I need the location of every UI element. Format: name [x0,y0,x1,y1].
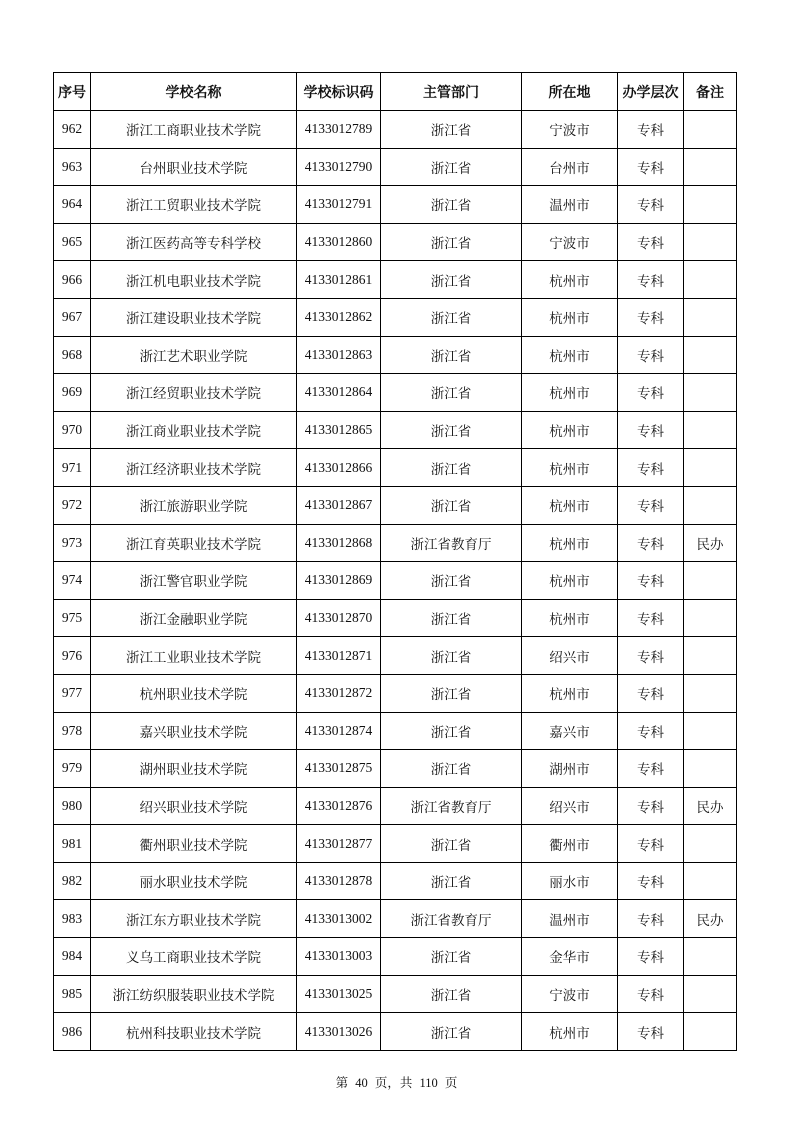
table-row [54,900,737,938]
remarks-cell [684,298,737,336]
level-cell: 专科 [618,261,684,299]
remarks-cell [684,599,737,637]
location-cell: 杭州市 [522,449,618,487]
department-cell: 浙江省 [381,486,522,524]
department-cell: 浙江省 [381,599,522,637]
location-cell: 温州市 [522,900,618,938]
level-cell: 专科 [618,637,684,675]
header-department: 主管部门 [381,73,522,111]
level-cell: 专科 [618,298,684,336]
location-cell: 绍兴市 [522,787,618,825]
table-row [54,1013,737,1051]
school-name-cell: 浙江警官职业学院 [91,562,297,600]
school-name-cell: 丽水职业技术学院 [91,862,297,900]
school-code-cell: 4133012864 [297,374,381,412]
level-cell: 专科 [618,975,684,1013]
level-cell: 专科 [618,787,684,825]
location-cell: 宁波市 [522,111,618,149]
footer-mid: 页，共 [374,1076,413,1090]
remarks-cell [684,449,737,487]
level-cell: 专科 [618,336,684,374]
index-cell: 970 [54,411,91,449]
header-remarks: 备注 [684,73,737,111]
table-row [54,750,737,788]
index-cell: 980 [54,787,91,825]
remarks-cell: 民办 [684,900,737,938]
schools-table [53,72,737,1051]
school-code-cell: 4133013003 [297,938,381,976]
remarks-cell [684,186,737,224]
level-cell: 专科 [618,223,684,261]
department-cell: 浙江省教育厅 [381,524,522,562]
department-cell: 浙江省 [381,712,522,750]
department-cell: 浙江省 [381,186,522,224]
school-code-cell: 4133013002 [297,900,381,938]
school-name-cell: 衢州职业技术学院 [91,825,297,863]
school-code-cell: 4133012860 [297,223,381,261]
location-cell: 嘉兴市 [522,712,618,750]
index-cell: 984 [54,938,91,976]
department-cell: 浙江省 [381,750,522,788]
remarks-cell [684,411,737,449]
level-cell: 专科 [618,486,684,524]
remarks-cell [684,862,737,900]
location-cell: 湖州市 [522,750,618,788]
school-name-cell: 浙江工业职业技术学院 [91,637,297,675]
table-row [54,862,737,900]
location-cell: 杭州市 [522,599,618,637]
school-name-cell: 浙江艺术职业学院 [91,336,297,374]
department-cell: 浙江省 [381,411,522,449]
school-name-cell: 浙江金融职业学院 [91,599,297,637]
location-cell: 宁波市 [522,975,618,1013]
level-cell: 专科 [618,524,684,562]
level-cell: 专科 [618,449,684,487]
school-name-cell: 浙江建设职业技术学院 [91,298,297,336]
level-cell: 专科 [618,111,684,149]
table-row [54,374,737,412]
school-code-cell: 4133012865 [297,411,381,449]
location-cell: 杭州市 [522,261,618,299]
index-cell: 981 [54,825,91,863]
table-row [54,261,737,299]
school-name-cell: 浙江经贸职业技术学院 [91,374,297,412]
location-cell: 丽水市 [522,862,618,900]
footer-prefix: 第 [335,1076,349,1090]
table-row [54,712,737,750]
location-cell: 杭州市 [522,298,618,336]
index-cell: 972 [54,486,91,524]
school-name-cell: 浙江纺织服装职业技术学院 [91,975,297,1013]
table-row [54,787,737,825]
school-code-cell: 4133012790 [297,148,381,186]
school-code-cell: 4133012866 [297,449,381,487]
location-cell: 宁波市 [522,223,618,261]
department-cell: 浙江省教育厅 [381,900,522,938]
school-name-cell: 义乌工商职业技术学院 [91,938,297,976]
index-cell: 977 [54,674,91,712]
remarks-cell [684,825,737,863]
department-cell: 浙江省 [381,975,522,1013]
footer-page-number: 40 [355,1076,368,1090]
department-cell: 浙江省 [381,298,522,336]
department-cell: 浙江省 [381,374,522,412]
school-name-cell: 浙江旅游职业学院 [91,486,297,524]
level-cell: 专科 [618,674,684,712]
school-name-cell: 嘉兴职业技术学院 [91,712,297,750]
table-row [54,674,737,712]
header-index: 序号 [54,73,91,111]
department-cell: 浙江省 [381,449,522,487]
index-cell: 969 [54,374,91,412]
table-row [54,148,737,186]
remarks-cell [684,1013,737,1051]
department-cell: 浙江省 [381,862,522,900]
table-row [54,599,737,637]
index-cell: 978 [54,712,91,750]
department-cell: 浙江省 [381,111,522,149]
remarks-cell [684,975,737,1013]
remarks-cell [684,486,737,524]
remarks-cell: 民办 [684,787,737,825]
index-cell: 962 [54,111,91,149]
school-code-cell: 4133012871 [297,637,381,675]
level-cell: 专科 [618,148,684,186]
index-cell: 971 [54,449,91,487]
location-cell: 杭州市 [522,486,618,524]
header-level: 办学层次 [618,73,684,111]
school-name-cell: 浙江经济职业技术学院 [91,449,297,487]
location-cell: 杭州市 [522,524,618,562]
location-cell: 杭州市 [522,674,618,712]
school-name-cell: 台州职业技术学院 [91,148,297,186]
location-cell: 台州市 [522,148,618,186]
school-name-cell: 绍兴职业技术学院 [91,787,297,825]
header-location: 所在地 [522,73,618,111]
department-cell: 浙江省 [381,1013,522,1051]
department-cell: 浙江省 [381,223,522,261]
department-cell: 浙江省教育厅 [381,787,522,825]
header-row [54,73,737,111]
index-cell: 979 [54,750,91,788]
index-cell: 976 [54,637,91,675]
level-cell: 专科 [618,750,684,788]
index-cell: 983 [54,900,91,938]
table-row [54,486,737,524]
index-cell: 973 [54,524,91,562]
school-code-cell: 4133012868 [297,524,381,562]
school-name-cell: 浙江工商职业技术学院 [91,111,297,149]
department-cell: 浙江省 [381,148,522,186]
location-cell: 杭州市 [522,562,618,600]
index-cell: 982 [54,862,91,900]
school-name-cell: 湖州职业技术学院 [91,750,297,788]
department-cell: 浙江省 [381,938,522,976]
index-cell: 975 [54,599,91,637]
school-name-cell: 杭州职业技术学院 [91,674,297,712]
table-row [54,336,737,374]
remarks-cell [684,148,737,186]
level-cell: 专科 [618,599,684,637]
location-cell: 杭州市 [522,1013,618,1051]
level-cell: 专科 [618,825,684,863]
school-code-cell: 4133012870 [297,599,381,637]
school-name-cell: 浙江医药高等专科学校 [91,223,297,261]
location-cell: 杭州市 [522,411,618,449]
table-row [54,411,737,449]
school-code-cell: 4133012791 [297,186,381,224]
table-row [54,975,737,1013]
remarks-cell [684,712,737,750]
school-code-cell: 4133012875 [297,750,381,788]
school-code-cell: 4133012878 [297,862,381,900]
school-code-cell: 4133012867 [297,486,381,524]
location-cell: 杭州市 [522,374,618,412]
level-cell: 专科 [618,712,684,750]
location-cell: 温州市 [522,186,618,224]
footer-suffix: 页 [444,1076,458,1090]
table-row [54,186,737,224]
department-cell: 浙江省 [381,825,522,863]
index-cell: 974 [54,562,91,600]
level-cell: 专科 [618,1013,684,1051]
level-cell: 专科 [618,900,684,938]
school-code-cell: 4133013025 [297,975,381,1013]
level-cell: 专科 [618,411,684,449]
remarks-cell [684,111,737,149]
department-cell: 浙江省 [381,336,522,374]
school-code-cell: 4133012869 [297,562,381,600]
remarks-cell [684,750,737,788]
index-cell: 965 [54,223,91,261]
header-school-name: 学校名称 [91,73,297,111]
index-cell: 985 [54,975,91,1013]
location-cell: 绍兴市 [522,637,618,675]
school-code-cell: 4133012877 [297,825,381,863]
remarks-cell [684,336,737,374]
school-name-cell: 杭州科技职业技术学院 [91,1013,297,1051]
index-cell: 964 [54,186,91,224]
school-code-cell: 4133012872 [297,674,381,712]
level-cell: 专科 [618,186,684,224]
remarks-cell: 民办 [684,524,737,562]
table-row [54,825,737,863]
index-cell: 966 [54,261,91,299]
index-cell: 967 [54,298,91,336]
table-row [54,562,737,600]
remarks-cell [684,261,737,299]
index-cell: 968 [54,336,91,374]
level-cell: 专科 [618,938,684,976]
school-name-cell: 浙江东方职业技术学院 [91,900,297,938]
level-cell: 专科 [618,562,684,600]
index-cell: 963 [54,148,91,186]
school-code-cell: 4133012861 [297,261,381,299]
footer-total-pages: 110 [419,1076,438,1090]
remarks-cell [684,223,737,261]
school-code-cell: 4133012863 [297,336,381,374]
table-row [54,111,737,149]
school-code-cell: 4133012874 [297,712,381,750]
remarks-cell [684,637,737,675]
remarks-cell [684,674,737,712]
school-code-cell: 4133013026 [297,1013,381,1051]
table-row [54,938,737,976]
level-cell: 专科 [618,374,684,412]
department-cell: 浙江省 [381,674,522,712]
remarks-cell [684,374,737,412]
school-name-cell: 浙江机电职业技术学院 [91,261,297,299]
school-code-cell: 4133012789 [297,111,381,149]
location-cell: 杭州市 [522,336,618,374]
location-cell: 衢州市 [522,825,618,863]
department-cell: 浙江省 [381,637,522,675]
school-code-cell: 4133012876 [297,787,381,825]
department-cell: 浙江省 [381,562,522,600]
table-row [54,524,737,562]
table-row [54,637,737,675]
index-cell: 986 [54,1013,91,1051]
school-code-cell: 4133012862 [297,298,381,336]
header-school-code: 学校标识码 [297,73,381,111]
table-row [54,223,737,261]
school-name-cell: 浙江育英职业技术学院 [91,524,297,562]
remarks-cell [684,562,737,600]
page-footer [0,1073,793,1091]
school-name-cell: 浙江工贸职业技术学院 [91,186,297,224]
school-name-cell: 浙江商业职业技术学院 [91,411,297,449]
department-cell: 浙江省 [381,261,522,299]
table-row [54,449,737,487]
remarks-cell [684,938,737,976]
location-cell: 金华市 [522,938,618,976]
level-cell: 专科 [618,862,684,900]
table-row [54,298,737,336]
